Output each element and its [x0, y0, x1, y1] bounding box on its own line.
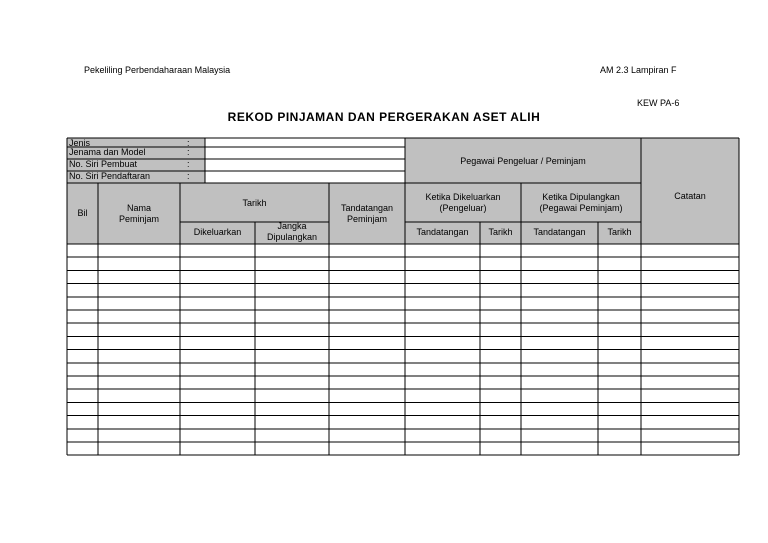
form-code: KEW PA-6 [637, 98, 680, 108]
nama-heading-line1: Nama [126, 203, 152, 213]
tandatangan-peminjam-line1: Tandatangan [340, 203, 394, 213]
appendix-reference: AM 2.3 Lampiran F [600, 65, 677, 75]
info-field-separator: : [187, 147, 190, 157]
info-field-label: No. Siri Pembuat [69, 159, 138, 169]
ketika-dipulangkan-line1: Ketika Dipulangkan [542, 192, 620, 202]
bil-heading: Bil [77, 208, 88, 218]
tarikh-heading: Tarikh [242, 198, 267, 208]
tandatangan-pengeluar-heading: Tandatangan [416, 227, 469, 237]
info-field-separator: : [187, 171, 190, 181]
form-title: REKOD PINJAMAN DAN PERGERAKAN ASET ALIH [227, 110, 541, 124]
tarikh-pengeluar-heading: Tarikh [488, 227, 513, 237]
info-value-area [205, 138, 405, 183]
ketika-dipulangkan-line2: (Pegawai Peminjam) [539, 203, 623, 213]
tandatangan-peminjam-line2: Peminjam [346, 214, 388, 224]
circular-reference: Pekeliling Perbendaharaan Malaysia [84, 65, 231, 75]
nama-heading-line2: Peminjam [118, 214, 160, 224]
info-field-separator: : [187, 138, 190, 148]
tarikh-peminjam-heading: Tarikh [607, 227, 632, 237]
info-field-label: No. Siri Pendaftaran [69, 171, 151, 181]
info-field-label: Jenis [69, 138, 91, 148]
catatan-heading: Catatan [674, 191, 706, 201]
info-field-separator: : [187, 159, 190, 169]
jangka-heading-line1: Jangka [277, 221, 307, 231]
tandatangan-peminjam-heading: Tandatangan [533, 227, 586, 237]
ketika-dikeluarkan-line2: (Pengeluar) [439, 203, 487, 213]
info-field-label: Jenama dan Model [69, 147, 146, 157]
dikeluarkan-heading: Dikeluarkan [193, 227, 242, 237]
pegawai-heading: Pegawai Pengeluar / Peminjam [460, 156, 586, 166]
jangka-heading-line2: Dipulangkan [266, 232, 318, 242]
ketika-dikeluarkan-line1: Ketika Dikeluarkan [425, 192, 501, 202]
